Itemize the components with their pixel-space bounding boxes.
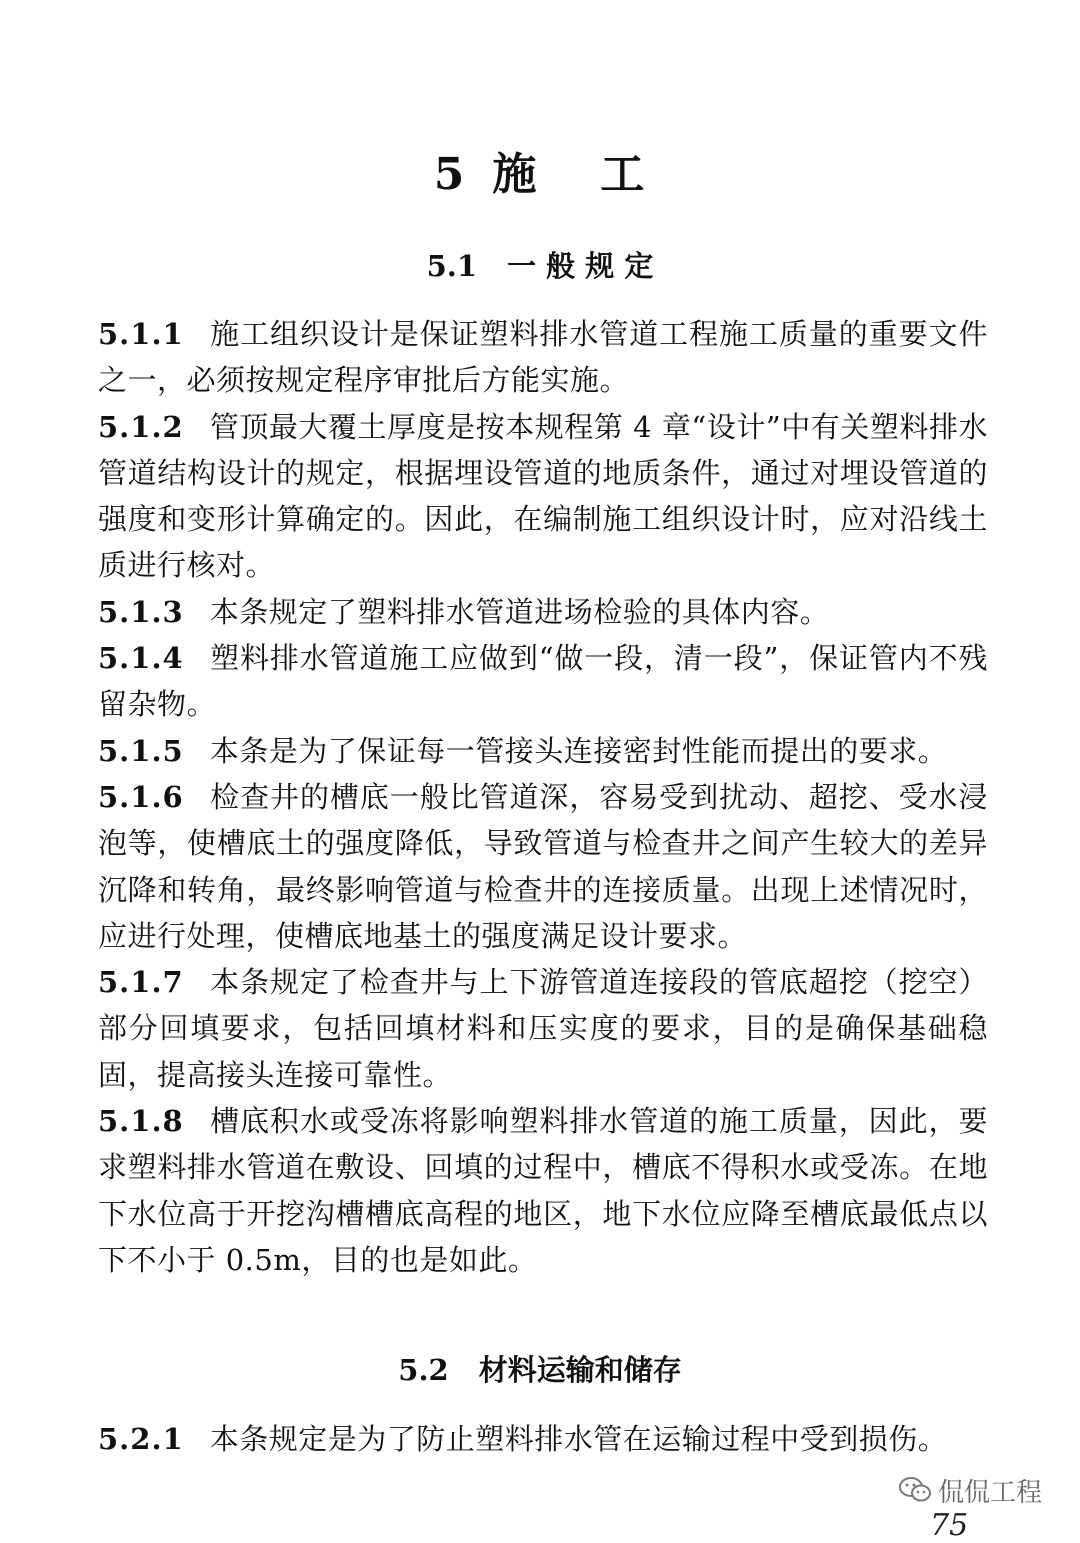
clause: [98, 959, 988, 1098]
clause-text: 检查井的槽底一般比管道深，容易受到扰动、超挖、受水浸泡等，使槽底土的强度降低，导致管道与检查井之间产生较大的差异沉降和转角，最终影响管道与检查井的连接质量。出现上述情况时，应进行处理，使槽底地基土的强度满足设计要求。: [98, 779, 988, 953]
clause-number: 5.1.4: [98, 641, 184, 676]
clause-number: 5.1.2: [98, 409, 184, 444]
section-body: [98, 311, 988, 1283]
page-number: 75: [930, 1508, 969, 1543]
clause-text: 施工组织设计是保证塑料排水管道工程施工质量的重要文件之一，必须按规定程序审批后方能实施。: [98, 317, 988, 398]
wechat-icon: [898, 1476, 932, 1504]
clause-number: 5.1.3: [98, 594, 184, 629]
chapter-title-char-2: 工: [600, 149, 647, 200]
clause: [98, 1416, 988, 1462]
clause: [98, 1098, 988, 1283]
clause: [98, 404, 988, 589]
clause: [98, 635, 988, 728]
chapter-title-char-1: 施: [492, 149, 539, 200]
clause-text: 本条规定了检查井与上下游管道连接段的管底超挖（挖空）部分回填要求，包括回填材料和压实度的要求，目的是确保基础稳固，提高接头连接可靠性。: [98, 965, 988, 1092]
section-number: 5.2: [398, 1353, 449, 1387]
clause-text: 塑料排水管道施工应做到“做一段，清一段”，保证管内不残留杂物。: [98, 641, 988, 722]
clause: [98, 589, 988, 635]
clause-number: 5.1.1: [98, 317, 184, 351]
chapter-title: [0, 138, 1080, 202]
clause-number: 5.1.8: [98, 1104, 184, 1139]
clause-number: 5.1.7: [98, 965, 184, 1000]
section-heading: 材料运输和储存: [478, 1353, 682, 1387]
section-title: [0, 244, 1080, 285]
clause-text: 本条规定了塑料排水管道进场检验的具体内容。: [209, 594, 830, 629]
clause-number: 5.1.6: [98, 779, 184, 814]
clause-text: 槽底积水或受冻将影响塑料排水管道的施工质量，因此，要求塑料排水管道在敷设、回填的过程中，槽底不得积水或受冻。在地下水位高于开挖沟槽槽底高程的地区，地下水位应降至槽底最低点以下不小于 0.5m，目的也是如此。: [98, 1104, 988, 1277]
clause-text: 管顶最大覆土厚度是按本规程第 4 章“设计”中有关塑料排水管道结构设计的规定，根据埋设管道的地质条件，通过对埋设管道的强度和变形计算确定的。因此，在编制施工组织设计时，应对沿线土质进行核对。: [98, 409, 988, 583]
section-body: [98, 1416, 988, 1462]
chapter-number: 5: [433, 149, 467, 200]
watermark-text: 侃侃工程: [938, 1477, 1043, 1508]
clause: [98, 774, 988, 959]
clause-number: 5.1.5: [98, 733, 184, 768]
section-title: [0, 1348, 1080, 1389]
watermark: [898, 1470, 1042, 1510]
clause-number: 5.2.1: [98, 1422, 184, 1456]
section-heading: 一 般 规 定: [507, 249, 654, 283]
clause: [98, 311, 988, 404]
clause-text: 本条规定是为了防止塑料排水管在运输过程中受到损伤。: [209, 1422, 948, 1456]
clause: [98, 728, 988, 774]
section-number: 5.1: [426, 249, 478, 283]
clause-text: 本条是为了保证每一管接头连接密封性能而提出的要求。: [209, 733, 948, 768]
